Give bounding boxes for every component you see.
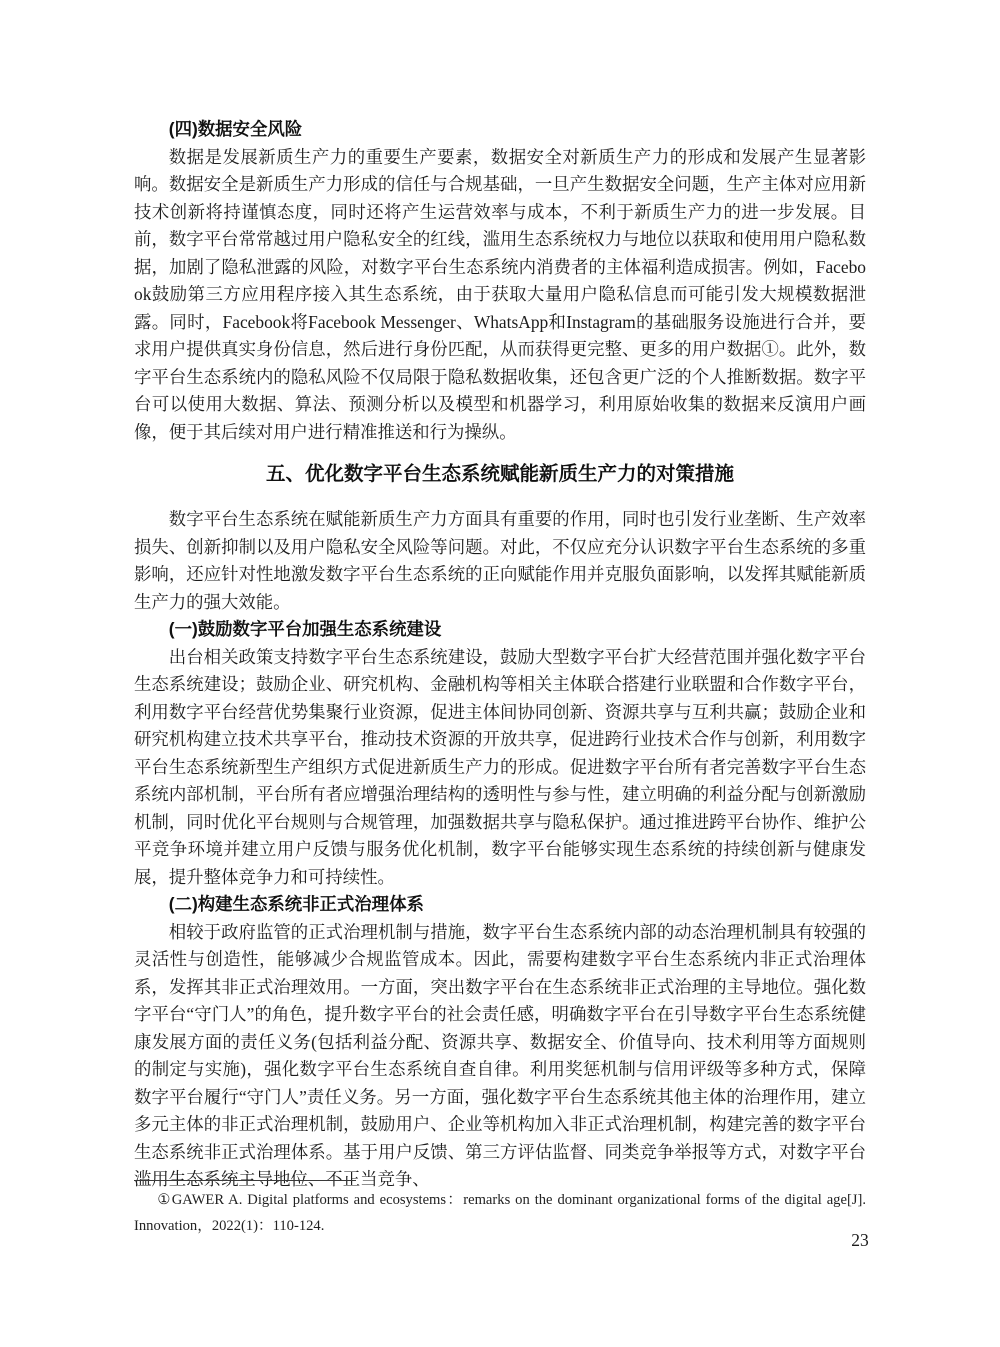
- page-content: [134, 116, 866, 1194]
- section-heading-data-security-risk: (四)数据安全风险: [168, 119, 303, 139]
- footnote-separator-rule: [134, 1180, 356, 1181]
- footnote-reference-text: ①GAWER A. Digital platforms and ecosystems：remarks on the dominant organizational forms of the digital age[J]. Innovation，2022(1)：110-124.: [134, 1192, 866, 1234]
- subsection-heading-informal-governance: (二)构建生态系统非正式治理体系: [168, 894, 424, 914]
- page-number: 23: [851, 1230, 869, 1250]
- paragraph-data-security-risk: 数据是发展新质生产力的重要生产要素，数据安全对新质生产力的形成和发展产生显著影响。数据安全是新质生产力形成的信任与合规基础，一旦产生数据安全问题，生产主体对应用新技术创新将持谨慎态度，同时还将产生运营效率与成本，不利于新质生产力的进一步发展。目前，数字平台常常越过用户隐私安全的红线，滥用生态系统权力与地位以获取和使用用户隐私数据，加剧了隐私泄露的风险，对数字平台生态系统内消费者的主体福利造成损害。例如，Facebook鼓励第三方应用程序接入其生态系统，由于获取大量用户隐私信息而可能引发大规模数据泄露。同时，Facebook将Facebook Messenger、WhatsApp和Instagram的基础服务设施进行合并，要求用户提供真实身份信息，然后进行身份匹配，从而获得更完整、更多的用户数据①。此外，数字平台生态系统内的隐私风险不仅局限于隐私数据收集，还包含更广泛的个人推断数据。数字平台可以使用大数据、算法、预测分析以及模型和机器学习，利用原始收集的数据来反演用户画像，便于其后续对用户进行精准推送和行为操纵。: [134, 146, 866, 442]
- page-footer: [134, 1180, 866, 1239]
- chapter-heading-countermeasures: 五、优化数字平台生态系统赋能新质生产力的对策措施: [265, 463, 734, 485]
- paragraph-chapter-intro: 数字平台生态系统在赋能新质生产力方面具有重要的作用，同时也引发行业垄断、生产效率损失、创新抑制以及用户隐私安全风险等问题。对此，不仅应充分认识数字平台生态系统的多重影响，还应针对性地激发数字平台生态系统的正向赋能作用并克服负面影响，以发挥其赋能新质生产力的强大效能。: [134, 509, 866, 612]
- subsection-heading-ecosystem-building: (一)鼓励数字平台加强生态系统建设: [168, 619, 442, 639]
- paragraph-ecosystem-building: 出台相关政策支持数字平台生态系统建设，鼓励大型数字平台扩大经营范围并强化数字平台生态系统建设；鼓励企业、研究机构、金融机构等相关主体联合搭建行业联盟和合作数字平台，利用数字平台经营优势集聚行业资源，促进主体间协同创新、资源共享与互利共赢；鼓励企业和研究机构建立技术共享平台，推动技术资源的开放共享，促进跨行业技术合作与创新，利用数字平台生态系统新型生产组织方式促进新质生产力的形成。促进数字平台所有者完善数字平台生态系统内部机制，平台所有者应增强治理结构的透明性与参与性，建立明确的利益分配与创新激励机制，同时优化平台规则与合规管理，加强数据共享与隐私保护。通过推进跨平台协作、维护公平竞争环境并建立用户反馈与服务优化机制，数字平台能够实现生态系统的持续创新与健康发展，提升整体竞争力和可持续性。: [134, 646, 866, 887]
- paragraph-informal-governance: 相较于政府监管的正式治理机制与措施，数字平台生态系统内部的动态治理机制具有较强的灵活性与创造性，能够减少合规监管成本。因此，需要构建数字平台生态系统内非正式治理体系，发挥其非正式治理效用。一方面，突出数字平台在生态系统非正式治理的主导地位。强化数字平台“守门人”的角色，提升数字平台的社会责任感，明确数字平台在引导数字平台生态系统健康发展方面的责任义务(包括利益分配、资源共享、数据安全、价值导向、技术利用等方面规则的制定与实施)，强化数字平台生态系统自查自律。利用奖惩机制与信用评级等多种方式，保障数字平台履行“守门人”责任义务。另一方面，强化数字平台生态系统其他主体的治理作用，建立多元主体的非正式治理机制，鼓励用户、企业等机构加入非正式治理机制，构建完善的数字平台生态系统非正式治理体系。基于用户反馈、第三方评估监督、同类竞争举报等方式，对数字平台滥用生态系统主导地位、不正当竞争、: [134, 921, 866, 1189]
